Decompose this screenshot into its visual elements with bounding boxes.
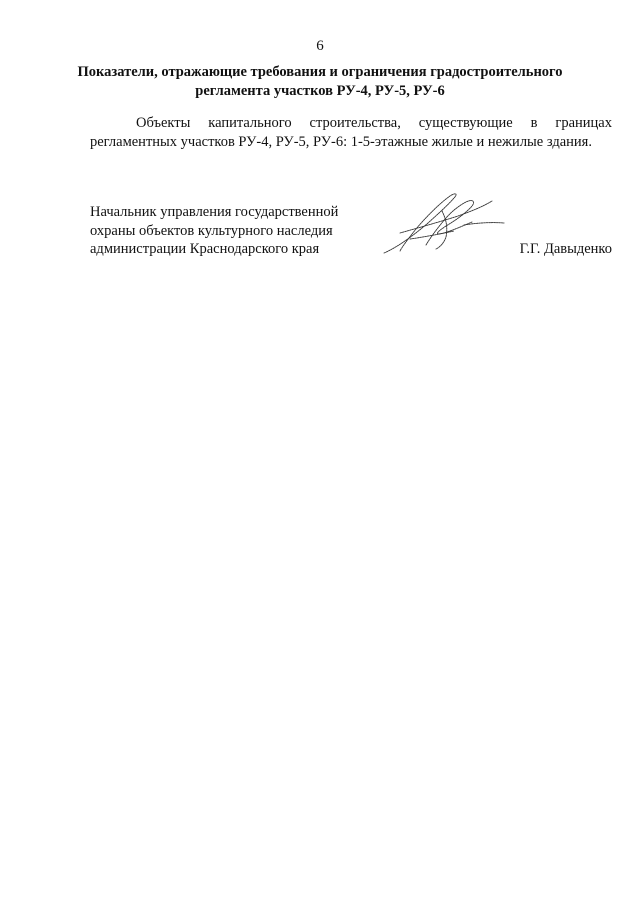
handwritten-signature [380, 189, 510, 259]
signer-position [90, 203, 380, 259]
heading-line-2: регламента участков РУ-4, РУ-5, РУ-6 [195, 83, 445, 99]
signature-block [90, 203, 612, 263]
page-number: 6 [316, 38, 324, 54]
signer-position-line-2: охраны объектов культурного наследия [90, 222, 333, 239]
signer-name: Г.Г. Давыденко [519, 241, 612, 257]
body-paragraph: Объекты капитального строительства, существующие в границах регламентных участков РУ-4, РУ-5, РУ-6: 1-5-этажные жилые и нежилые здания. [90, 115, 612, 150]
document-heading [40, 63, 600, 101]
signer-position-line-1: Начальник управления государственной [90, 204, 339, 220]
signer-position-line-3: администрации Краснодарского края [90, 241, 320, 257]
heading-line-1: Показатели, отражающие требования и ограничения градостроительного [77, 64, 563, 80]
